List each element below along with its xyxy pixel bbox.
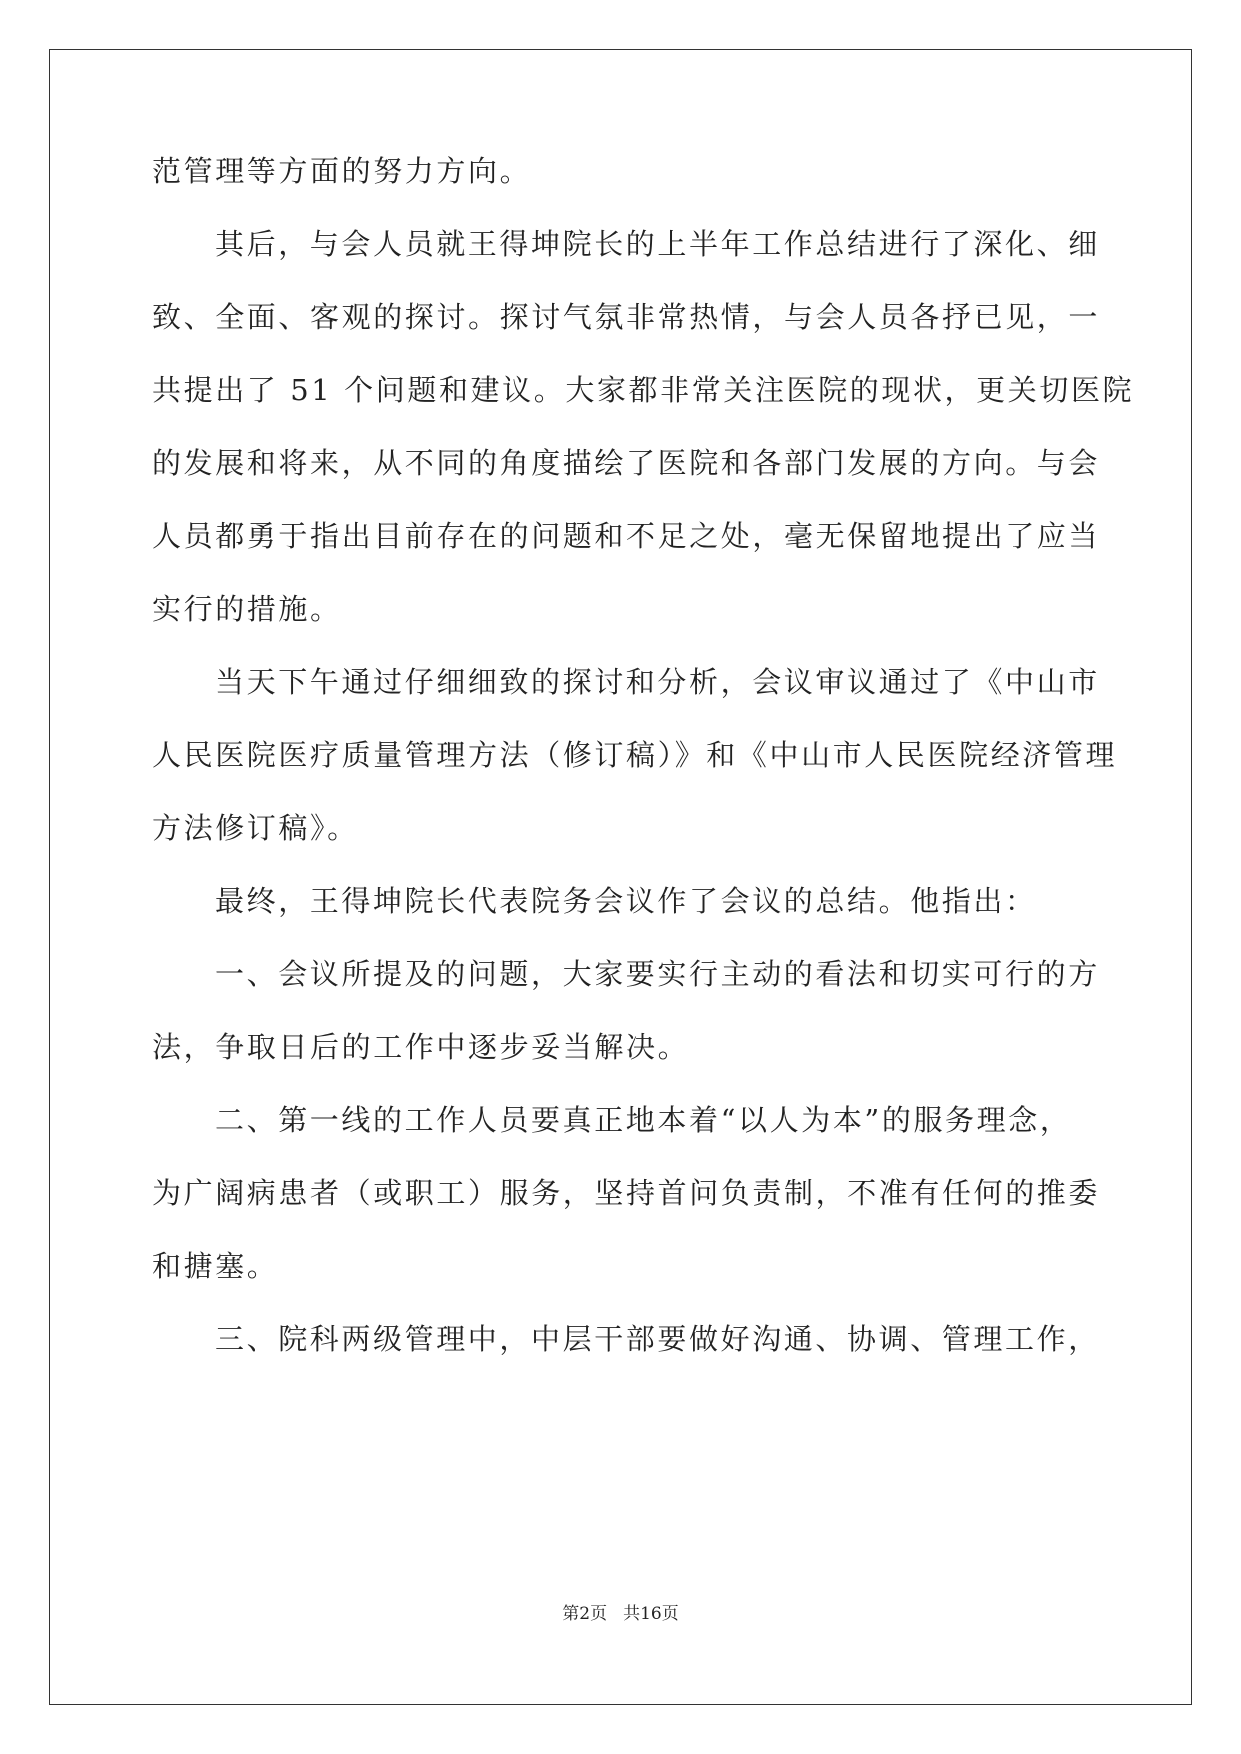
- paragraph-line: 为广阔病患者（或职工）服务，坚持首问负责制，不准有任何的推委: [152, 1176, 1101, 1210]
- page-number-current: 第2页: [562, 1604, 608, 1624]
- paragraph-line: 人员都勇于指出目前存在的问题和不足之处，毫无保留地提出了应当: [152, 519, 1101, 553]
- page-number-total: 共16页: [623, 1604, 679, 1624]
- paragraph-line: 其后，与会人员就王得坤院长的上半年工作总结进行了深化、细: [215, 227, 1100, 261]
- page-footer: [0, 1602, 1241, 1626]
- paragraph-line: 人民医院医疗质量管理方法（修订稿）》和《中山市人民医院经济管理: [152, 738, 1118, 772]
- paragraph-line: 范管理等方面的努力方向。: [152, 154, 532, 188]
- paragraph-line: 方法修订稿》。: [152, 811, 359, 845]
- paragraph-line: 共提出了 51 个问题和建议。大家都非常关注医院的现状，更关切医院: [152, 373, 1135, 407]
- paragraph-line: 和搪塞。: [152, 1249, 279, 1283]
- paragraph-line: 最终，王得坤院长代表院务会议作了会议的总结。他指出：: [215, 884, 1037, 918]
- paragraph-line: 二、第一线的工作人员要真正地本着“以人为本”的服务理念，: [215, 1103, 1072, 1137]
- paragraph-line: 当天下午通过仔细细致的探讨和分析，会议审议通过了《中山市: [215, 665, 1100, 699]
- paragraph-line: 实行的措施。: [152, 592, 342, 626]
- paragraph-line: 三、院科两级管理中，中层干部要做好沟通、协调、管理工作，: [215, 1322, 1100, 1356]
- paragraph-line: 一、会议所提及的问题，大家要实行主动的看法和切实可行的方: [215, 957, 1100, 991]
- paragraph-line: 法，争取日后的工作中逐步妥当解决。: [152, 1030, 690, 1064]
- paragraph-line: 的发展和将来，从不同的角度描绘了医院和各部门发展的方向。与会: [152, 446, 1101, 480]
- paragraph-line: 致、全面、客观的探讨。探讨气氛非常热情，与会人员各抒已见，一: [152, 300, 1101, 334]
